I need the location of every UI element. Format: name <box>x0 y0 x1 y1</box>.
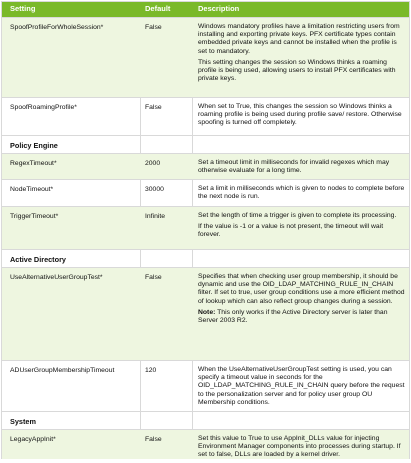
setting-name: SpoofProfileForWholeSession* <box>10 24 104 31</box>
setting-name: SpoofRoamingProfile* <box>10 104 77 111</box>
description <box>198 435 405 463</box>
setting-name: NodeTimeout* <box>10 186 54 193</box>
description <box>198 103 405 131</box>
setting-name: LegacyAppInit* <box>10 436 56 443</box>
section-heading <box>2 249 409 267</box>
description <box>198 159 405 178</box>
section-heading <box>2 411 409 429</box>
description-text: If the value is -1 or a value is not present, the timeout will wait forever. <box>198 223 384 239</box>
note-text: This only works if the Active Directory server is later than Server 2003 R2. <box>198 308 388 325</box>
default-value: Infinite <box>145 213 166 220</box>
description-text: Windows mandatory profiles have a limitation restricting users from installing and exporting private keys. PFX certificate types contain embedded private keys and cannot be installed when the profile is set to mandatory. <box>198 23 400 55</box>
setting-name: UseAlternativeUserGroupTest* <box>10 274 103 281</box>
section-title: Policy Engine <box>10 141 58 150</box>
default-value: False <box>145 104 162 111</box>
table-row <box>2 267 409 360</box>
description-text: Set a limit in milliseconds which is given to nodes to complete before the next node is run. <box>198 185 405 201</box>
description-text: This setting changes the session so Windows thinks a roaming profile is being used, allowing users to install PFX certificates with private keys. <box>198 58 396 83</box>
description-text: When the UseAlternativeUserGroupTest setting is used, you can specify a timeout value in seconds for the OID_LDAP_MATCHING_RULE_IN_CHAIN query before the request to the personalization server and for policy user group OU Membership conditions. <box>198 366 405 406</box>
description <box>198 212 405 243</box>
note-label: Note: <box>198 308 216 316</box>
description-text: Set a timeout limit in milliseconds for invalid regexes which may otherwise evaluate for a long time. <box>198 159 390 175</box>
table-row <box>2 153 409 179</box>
default-value: 120 <box>145 367 157 374</box>
description-note <box>198 309 405 325</box>
description <box>198 185 405 204</box>
header-description: Description <box>198 4 240 13</box>
default-value: False <box>145 24 162 31</box>
header-default: Default <box>145 4 171 13</box>
section-title: Active Directory <box>10 255 66 264</box>
description <box>198 366 405 410</box>
table-row <box>2 360 409 411</box>
section-title: System <box>10 417 36 426</box>
default-value: 30000 <box>145 186 164 193</box>
settings-table <box>1 1 410 459</box>
description-text: Set the length of time a trigger is given to complete its processing. <box>198 212 397 219</box>
setting-name: ADUserGroupMembershipTimeout <box>10 367 115 374</box>
table-row <box>2 206 409 249</box>
table-header <box>2 2 409 17</box>
default-value: False <box>145 274 162 281</box>
description-text: Set this value to True to use AppInit_DLLs value for injecting Environment Manager components into processes during startup. If set to false, DLLs are loaded by a kernel driver. <box>198 435 401 459</box>
setting-name: TriggerTimeout* <box>10 213 59 220</box>
header-setting: Setting <box>10 4 36 13</box>
table-row <box>2 429 409 459</box>
table-row <box>2 179 409 206</box>
default-value: False <box>145 436 162 443</box>
section-heading <box>2 135 409 153</box>
description <box>198 273 405 328</box>
table-row <box>2 97 409 135</box>
description-text: When set to True, this changes the session so Windows thinks a roaming profile is being used during profile save/ restore. Otherwise spoofing is turned off completely. <box>198 103 402 127</box>
default-value: 2000 <box>145 160 161 167</box>
setting-name: RegexTimeout* <box>10 160 57 167</box>
description <box>198 23 405 86</box>
description-text: Specifies that when checking user group membership, it should be dynamic and use the OID_LDAP_MATCHING_RULE_IN_CHAIN filter. If set to true, user group conditions use a more efficient method of lookup which can also reflect group changes during a session. <box>198 273 405 305</box>
table-row <box>2 17 409 97</box>
